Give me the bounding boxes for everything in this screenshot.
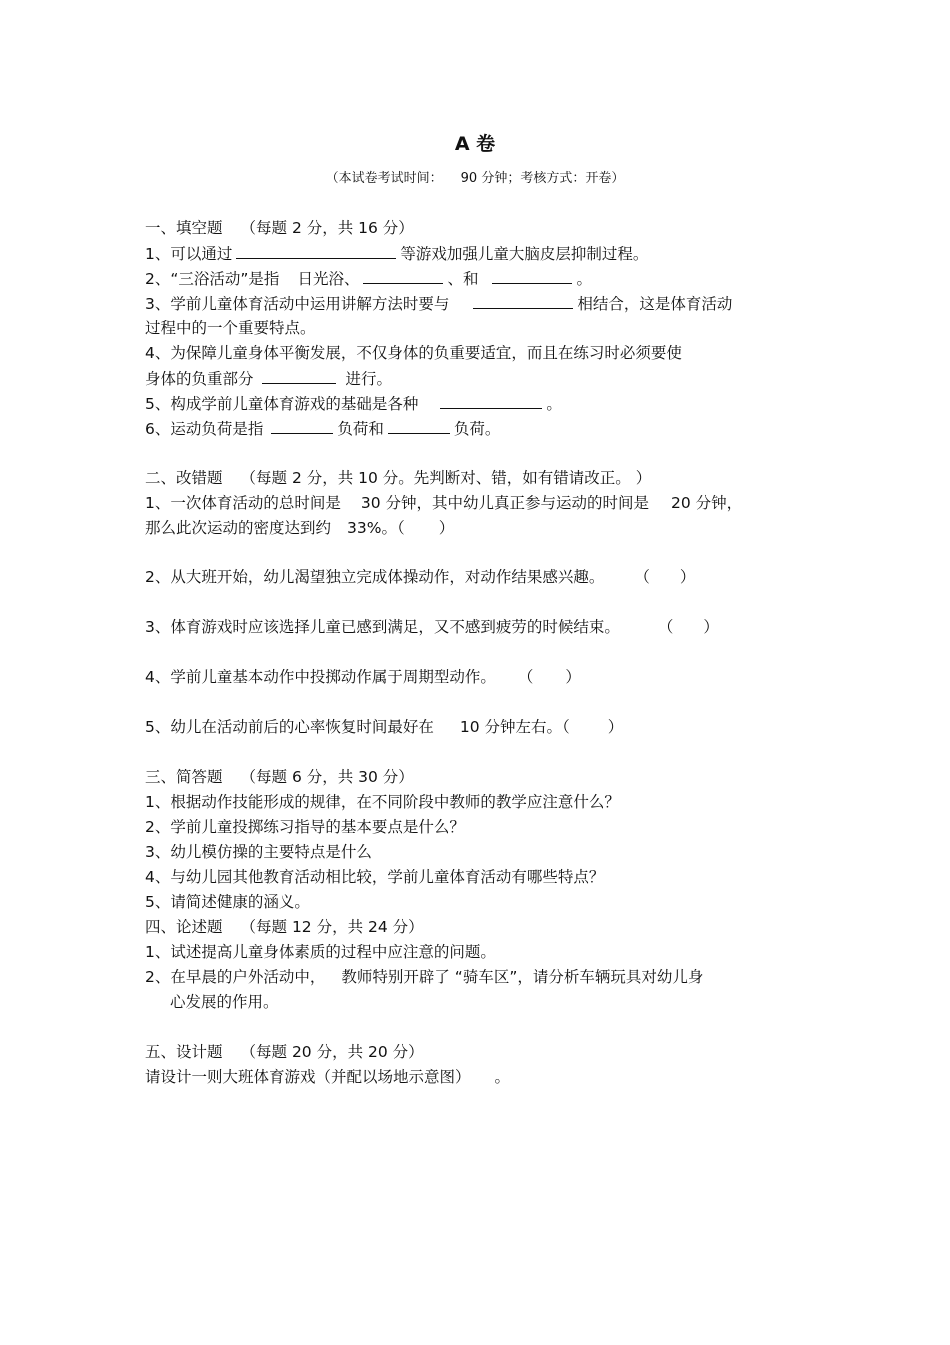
s2-question-2 [145,567,695,587]
section3-scoring: （每题 6 分，共 30 分） [240,768,414,786]
section1-heading [145,218,414,238]
s1-q2-text-d: 。 [576,270,592,288]
s4-question-2 [145,967,703,987]
s1-question-5 [145,393,562,414]
s2-q1-text-b: 30 分钟，其中幼儿真正参与运动的时间是 [360,494,650,512]
s2-q5-text-a: 5、幼儿在活动前后的心率恢复时间最好在 [145,718,434,736]
s1-q4-blank[interactable] [262,368,336,384]
section4-heading [145,917,424,937]
s2-question-4 [145,667,581,687]
s4-q2-text-b: 教师特别开辟了 “骑车区”，请分析车辆玩具对幼儿身 [341,968,704,986]
s4-question-2-cont: 心发展的作用。 [170,993,279,1011]
s5-q1-text-b: 。 [494,1068,511,1086]
s5-q1-text-a: 请设计一则大班体育游戏（并配以场地示意图） [145,1068,471,1086]
s1-question-1 [145,243,648,264]
section3-heading [145,767,414,787]
s2-q2-text-b: （ [634,568,650,586]
s2-q2-text-a: 2、从大班开始，幼儿渴望独立完成体操动作，对动作结果感兴趣。 [145,568,605,586]
section2-heading [145,468,651,488]
section4-title: 四、论述题 [145,918,223,936]
subtitle-part-a: （本试卷考试时间： [325,171,443,186]
s3-question-5: 5、请简述健康的涵义。 [145,893,310,911]
s2-q1-text-e: 33%。（ [347,519,405,537]
s2-question-5 [145,717,623,737]
s4-question-1: 1、试述提高儿童身体素质的过程中应注意的问题。 [145,943,496,961]
s1-q6-text-c: 负荷。 [453,420,501,438]
s1-q2-blank-1[interactable] [363,268,443,284]
s2-q1-text-c: 20 分钟， [671,494,743,512]
s4-q2-text-a: 2、在早晨的户外活动中， [145,968,326,986]
section4-scoring: （每题 12 分，共 24 分） [240,918,424,936]
s2-q3-text-b: （ [657,618,674,636]
s1-q5-text-b: 。 [546,395,562,413]
s1-q2-text-a: 2、“三浴活动”是指 [145,270,280,288]
section3-title: 三、简答题 [145,768,223,786]
section5-title: 五、设计题 [145,1043,223,1061]
s3-question-1: 1、根据动作技能形成的规律，在不同阶段中教师的教学应注意什么？ [145,793,620,811]
s1-q6-text-a: 6、运动负荷是指 [145,420,264,438]
s1-q1-blank[interactable] [236,243,396,259]
s1-question-3 [145,293,732,314]
s2-question-3 [145,617,719,637]
s2-question-1 [145,493,742,513]
section5-scoring: （每题 20 分，共 20 分） [240,1043,424,1061]
s1-q6-text-b: 负荷和 [337,420,384,438]
s2-question-1-cont [145,518,454,538]
s1-question-6 [145,418,500,439]
s2-q4-text-b: （ [517,668,534,686]
s1-q6-blank-2[interactable] [388,418,450,434]
section5-heading [145,1042,424,1062]
s1-question-4-cont [145,368,392,389]
s2-q2-text-c: ） [679,568,696,586]
s1-q1-text-b: 等游戏加强儿童大脑皮层抑制过程。 [400,245,649,263]
s2-q5-text-b: 10 分钟左右。（ [459,718,570,736]
s1-question-4: 4、为保障儿童身体平衡发展，不仅身体的负重要适宜，而且在练习时必须要使 [145,344,682,362]
s1-q2-text-c: 、和 [447,270,479,288]
s1-q3-blank[interactable] [473,293,573,309]
s1-question-3-cont: 过程中的一个重要特点。 [145,319,316,337]
section2-title: 二、改错题 [145,469,223,487]
s3-question-3: 3、幼儿模仿操的主要特点是什么 [145,843,372,861]
s1-q1-text-a: 1、可以通过 [145,245,233,263]
s5-question-1 [145,1067,510,1087]
s2-q3-text-a: 3、体育游戏时应该选择儿童已感到满足，又不感到疲劳的时候结束。 [145,618,620,636]
s2-q1-text-f: ） [438,519,455,537]
s1-q5-blank[interactable] [440,393,542,409]
s2-q4-text-c: ） [565,668,581,686]
s2-q3-text-c: ） [703,618,719,636]
s1-question-2 [145,268,592,289]
section1-title: 一、填空题 [145,219,223,237]
s1-q3-text-b: 相结合，这是体育活动 [577,295,733,313]
exam-title: A 卷 [454,133,496,155]
subtitle-part-b: 90 分钟；考核方式：开卷） [460,171,625,186]
s2-q1-text-d: 那么此次运动的密度达到约 [145,519,332,537]
s1-q2-blank-2[interactable] [492,268,572,284]
s3-question-4: 4、与幼儿园其他教育活动相比较，学前儿童体育活动有哪些特点？ [145,868,605,886]
exam-subtitle [0,170,950,188]
s1-q4-text-c: 进行。 [345,370,393,388]
s2-q4-text-a: 4、学前儿童基本动作中投掷动作属于周期型动作。 [145,668,496,686]
s2-q5-text-c: ） [607,718,624,736]
section2-scoring: （每题 2 分，共 10 分。先判断对、错，如有错请改正。 ） [240,469,652,487]
s1-q2-text-b: 日光浴、 [297,270,360,288]
s1-q5-text-a: 5、构成学前儿童体育游戏的基础是各种 [145,395,419,413]
s1-q6-blank-1[interactable] [271,418,333,434]
section1-scoring: （每题 2 分，共 16 分） [240,219,414,237]
s2-q1-text-a: 1、一次体育活动的总时间是 [145,494,341,512]
s1-q4-text-b: 身体的负重部分 [145,370,254,388]
s1-q3-text-a: 3、学前儿童体育活动中运用讲解方法时要与 [145,295,450,313]
s3-question-2: 2、学前儿童投掷练习指导的基本要点是什么？ [145,818,465,836]
